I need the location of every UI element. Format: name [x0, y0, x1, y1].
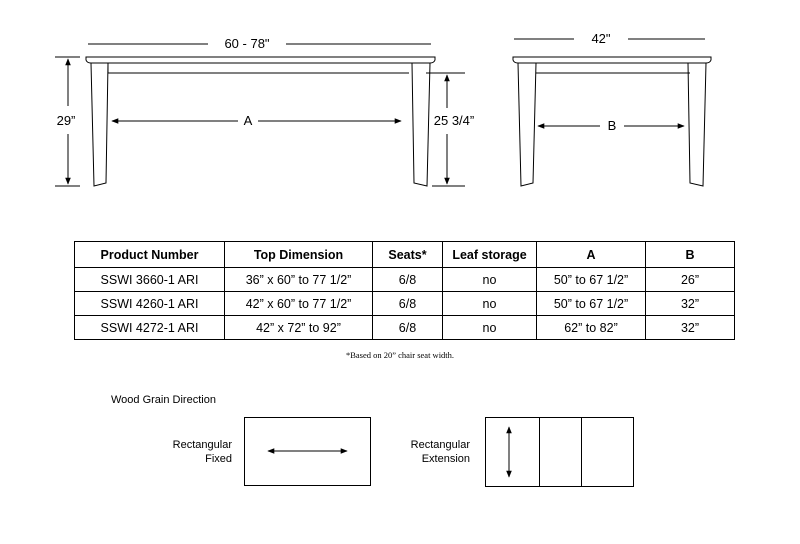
header-b: B: [646, 242, 735, 268]
grain-fixed-label-line1: Rectangular: [172, 439, 232, 451]
side-view: [55, 44, 465, 186]
side-apron-height-label: 25 3/4”: [433, 113, 475, 128]
cell-leaf-storage: no: [443, 292, 537, 316]
side-height-label: 29”: [56, 113, 76, 128]
grain-extension-label-line2: Extension: [421, 453, 470, 465]
cell-leaf-storage: no: [443, 268, 537, 292]
cell-a: 50” to 67 1/2”: [537, 268, 646, 292]
cell-top-dimension: 36” x 60” to 77 1/2”: [225, 268, 373, 292]
header-top-dimension: Top Dimension: [225, 242, 373, 268]
table-header-row: [75, 242, 735, 268]
side-a-label: A: [243, 113, 253, 128]
cell-seats: 6/8: [373, 292, 443, 316]
side-length-label: 60 - 78": [224, 36, 270, 51]
table-row: [75, 268, 735, 292]
cell-b: 32”: [646, 292, 735, 316]
grain-title: Wood Grain Direction: [111, 394, 216, 406]
cell-leaf-storage: no: [443, 316, 537, 340]
header-leaf-storage: Leaf storage: [443, 242, 537, 268]
grain-extension-label-line1: Rectangular: [410, 439, 470, 451]
cell-top-dimension: 42” x 72” to 92”: [225, 316, 373, 340]
grain-extension-box: [486, 418, 634, 487]
cell-product-number: SSWI 3660-1 ARI: [75, 268, 225, 292]
end-leg-right: [688, 63, 706, 186]
end-view: [513, 39, 711, 186]
cell-product-number: SSWI 4260-1 ARI: [75, 292, 225, 316]
end-b-label: B: [607, 118, 617, 133]
side-tabletop: [86, 57, 435, 63]
grain-fixed-label-line2: Fixed: [205, 453, 232, 465]
side-leg-left: [91, 63, 108, 186]
cell-top-dimension: 42” x 60” to 77 1/2”: [225, 292, 373, 316]
cell-product-number: SSWI 4272-1 ARI: [75, 316, 225, 340]
side-leg-right: [412, 63, 430, 186]
cell-a: 62” to 82”: [537, 316, 646, 340]
header-seats: Seats*: [373, 242, 443, 268]
cell-a: 50” to 67 1/2”: [537, 292, 646, 316]
end-width-label: 42": [591, 31, 611, 46]
grain-fixed-label: [150, 438, 232, 466]
specs-table: [74, 241, 735, 340]
cell-b: 32”: [646, 316, 735, 340]
grain-extension-label: [388, 438, 470, 466]
end-leg-left: [518, 63, 536, 186]
header-product-number: Product Number: [75, 242, 225, 268]
table-footnote: *Based on 20” chair seat width.: [345, 350, 455, 360]
header-a: A: [537, 242, 646, 268]
cell-seats: 6/8: [373, 268, 443, 292]
end-tabletop: [513, 57, 711, 63]
table-row: [75, 316, 735, 340]
cell-seats: 6/8: [373, 316, 443, 340]
table-row: [75, 292, 735, 316]
cell-b: 26”: [646, 268, 735, 292]
